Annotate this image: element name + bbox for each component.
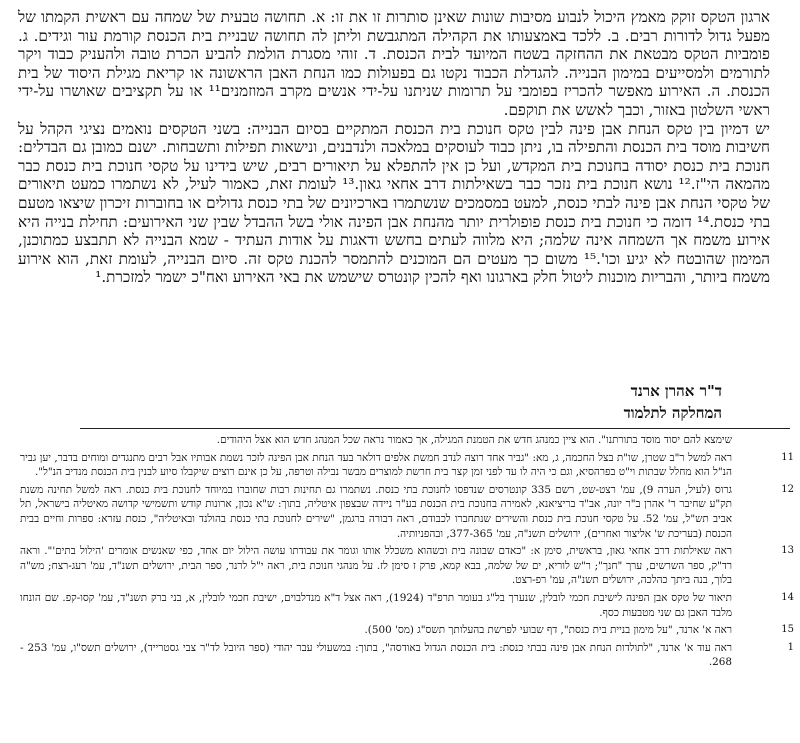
footnote-13 [20,544,794,588]
footnote-text: ראה א' ארנד, "על מימון בניית בית כנסת", דף שבועי לפרשת בהעלותך תשס"ג (מס' 500). [364,624,732,637]
footnote-text: שימצא להם יסוד מוסד בתורתנו". הוא ציין כמנהג חדש את הטמנת המגילה, אך כאמור נראה שכל המנהג חדש הוא אצל היהודים. [216,434,732,446]
paragraph-1: ארגון הטקס זוקק מאמץ היכול לנבוע מסיבות שונות שאינן סותרות זו את זו: א. תחושה טבעית של שמחה עם ראשית הקמתו של מפעל גדול לדורות רבים. ב. ללכד באמצעותו את הקהילה המתגבשת וליתן לה תחושה שבניית בית הכנסת קורמת עור וגידים. ג. פומביות הטקס מבטאת את ההחזקה בשטח המיועד לבית הכנסת. ד. זוהי מסגרת הולמת להביע הכרת טובה ולהעניק כבוד ויקר לתורמים ולמסייעים במימון הבנייה. להגדלת הכבוד נקטו גם בפעולות כמו הנחת האבן הראשונה או קריאת מגילת היסוד של בית הכנסת. ה. האירוע מאפשר להכריז בפומבי על תרומות שניתנו על-ידי אנשים מקרב המוזמנים¹¹ או על תקציבים שאושרו על-ידי ראשי השלטון באזור, וכבך לאשש את תוקפם. [18,8,770,119]
main-text [18,8,770,287]
footnote-number: 12 [781,483,794,495]
footnote-continuation [20,433,794,448]
footnote-1 [20,641,794,670]
footnote-text: ראה עוד א' ארנד, "לתולדות הנחת אבן פינה בבתי כנסת: בית הכנסת הגדול באודסה", בתוך: במשעולי עבר יהודי (ספר היובל לד"ר צבי גסטרייד), ירושלים תשס"ו, עמ' 253 - 268. [20,641,732,669]
footnote-15 [20,623,794,638]
footnote-number: 15 [781,624,794,636]
footnote-number: 14 [781,591,794,603]
signature-block [624,380,722,424]
footnote-divider [80,428,790,429]
footnote-text: ראה למשל ר"ב שטרן, שו"ת בצל החכמה, ג, מא: "גביר אחד רוצה לנדב חמשת אלפים דולאר בעד הנחת אבן הפינה לזכר נשמת אבותיו אבל רבים מתנגדים ומוחים בדבר, יען גביר הנ"ל הוא מחלל שבתות וי"ט בפרהסיא, וגם כי היה לו עד לפני זמן קצר בית חרשת למוצרים מבשר נבילה וטרפה, על כן אינם רוצים שיקבלו סיוע לבנין בית הכנסת מנדיב הנ"ל". [20,451,732,479]
footnotes [20,433,794,673]
author-department: המחלקה לתלמוד [623,404,722,422]
footnote-text: גרוס (לעיל, הערה 9), עמ' רצט-שט, רשם 335 קונטרסים שנדפסו לחנוכת בתי כנסת. נשתמרו גם תחינות רבות שחוברו במיוחד לחנוכת בית כנסת. ראה למשל תחינה משנת תק"ע שחיבר ר' אהרן ב"ר יונה, אב"ד בריציאנא, לאמירה בחנוכת בית הכנסת בע"ר ניידה שבצפון איטליה, בתוך: ש"א נכון, ארונות קודש ותשמישי קדושה מאיטליה בישראל, תל אביב תש"ל, עמ' 52. על טקסי חנוכת בית כנסת והשירים שנתחברו לכבודם, ראה דבורה ברגמן, "שירים לחנוכת בתי כנסת בהולנד ובאיטליה", כנסת עזרא: ספרות וחיים בבית הכנסת (בעריכת ש' אליצור ואחרים), ירושלים תשנ"ה, עמ' 377-365, ובהפניותיה. [20,483,732,540]
footnote-12 [20,483,794,541]
footnote-14 [20,591,794,620]
footnote-number: 11 [781,451,794,463]
footnote-text: תיאור של טקס אבן הפינה לישיבת חכמי לובלין, שנערך בל"ג בעומר תרפ"ד (1924), ראה אצל ד"א מנדלבוים, ישיבת חכמי לובלין, א, בני ברק תשנ"ד, עמ' קסו-קפ. שם הונחו מלבד האבן גם שני מטבעות כסף. [20,591,732,619]
footnote-number: 1 [787,641,794,653]
author-name: ד"ר אהרן ארנד [630,382,722,400]
footnote-text: ראה שאילתות דרב אחאי גאון, בראשית, סימן א: "כאדם שבונה בית וכשהוא משכלל אותו וגומר את עבודתו עושה הילול יום אחד, כפי שאנשים אומרים 'הילול בתים'". וראה רד"ק, ספר השרשים, ערך "חנך"; ר"ש לוריא, ים של שלמה, בבא קמא, פרק ז סימן לז. על מנהגי חנוכת בית, ראה י"ל לרנר, ספר הבית, ירושלים תשנ"ד, עמ' רעג-רצח; מש"ה בלוך, בנה ביתך כהלכה, ירושלים תשנ"ה, עמ' רפ-רצט. [20,545,732,587]
footnote-number: 13 [781,545,794,557]
footnote-11 [20,451,794,480]
paragraph-2: יש דמיון בין טקס הנחת אבן פינה לבין טקס חנוכת בית הכנסת המתקיים בסיום הבנייה: בשני הטקסים נואמים נציגי הקהל על חשיבות מוסד בית הכנסת והתפילה בו, ניתן כבוד לעוסקים במלאכה ולנדבנים, ונישאות תפילות ותשבחות. ישנם כמובן גם הבדלים: חנוכת בית כנסת יסודה בחנוכת בית המקדש, ועל כן אין להתפלא על תיאורים רבים, שיש בידינו על טקסי חנוכת בית כנסת כבר מהמאה הי"ז.¹² נושא חנוכת בית נזכר כבר בשאילתות דרב אחאי גאון.¹³ לעומת זאת, כאמור לעיל, לא נשתמרו כמעט תיאורים של טקסי הנחת אבן פינה לבתי כנסת, למעט במסמכים שנשתמרו בארכיונים של בתי כנסת גדולים או בחוברות זיכרון שיצאו מטעם בתי כנסת.¹⁴ דומה כי חנוכת בית כנסת פופולרית יותר מהנחת אבן הפינה אולי בשל ההבדל שבין שני האירועים: תחילת בנייה היא אירוע משמח אך השמחה אינה שלמה; היא מלווה לעתים בחשש ודאגות על אודות העתיד - שמא הבנייה לא תתבצע כמתוכנן, המימון שהובטח לא יגיע וכו'.¹⁵ משום כך מעטים הם המוכנים להתמסר להכנת טקס זה. סיום הבנייה, לעומת זאת, הוא אירוע משמח ביותר, והבריות מוכנות ליטול חלק בארגונו ואף להכין קונטרס שישמש את באי האירוע ואח"כ ישמר למזכרת.¹ [18,119,771,287]
